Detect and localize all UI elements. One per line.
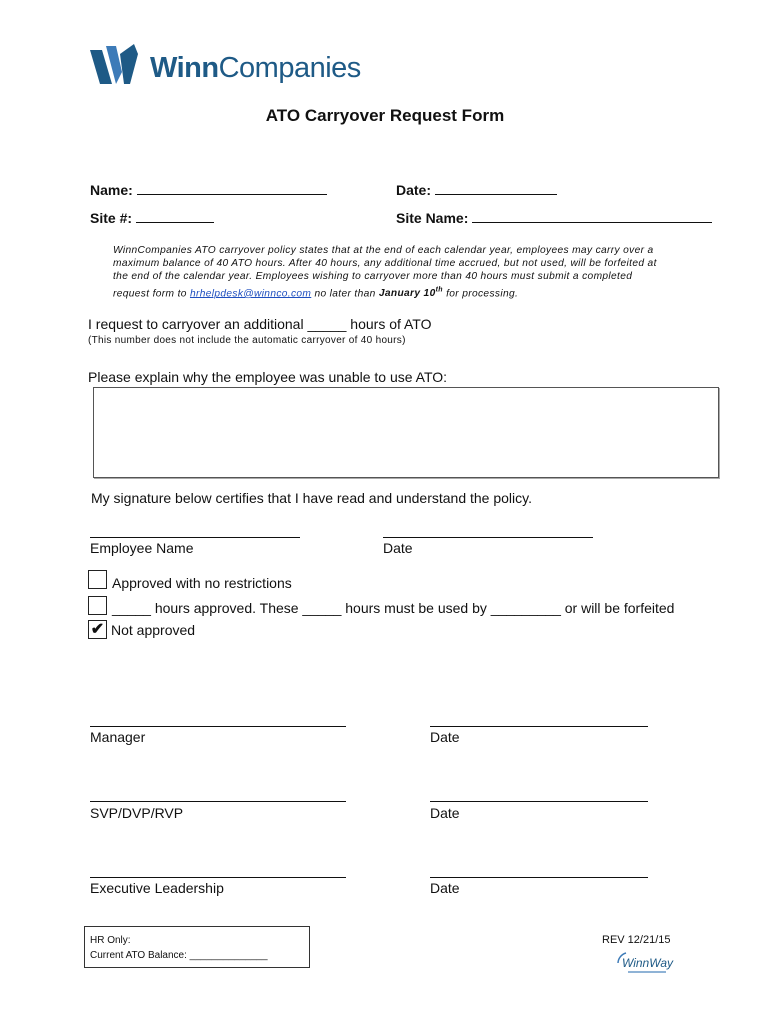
winnway-logo <box>614 950 676 976</box>
name-label: Name: <box>90 182 133 198</box>
executive-signature-line[interactable] <box>90 877 346 878</box>
date-line[interactable] <box>435 180 557 195</box>
manager-date-line[interactable] <box>430 726 648 727</box>
not-approved-label: Not approved <box>111 622 196 638</box>
form-title: ATO Carryover Request Form <box>265 106 505 125</box>
certify-text: My signature below certifies that I have read and understand the policy. <box>91 490 532 506</box>
company-logo-text: WinnCompanies <box>150 52 361 84</box>
employee-date-label: Date <box>383 540 413 556</box>
site-number-field[interactable] <box>90 208 214 226</box>
manager-date-label: Date <box>430 729 460 745</box>
winnway-logo-text: WinnWay <box>622 956 674 970</box>
carryover-request-line: I request to carryover an additional _____ hours of ATO <box>88 316 432 332</box>
executive-date-label: Date <box>430 880 460 896</box>
site-name-line[interactable] <box>472 208 712 223</box>
svp-date-label: Date <box>430 805 460 821</box>
policy-statement: WinnCompanies ATO carryover policy states that at the end of each calendar year, employees may carry over a maximum balance of 40 ATO hours. After 40 hours, any additional time accrued, but not used, will be forfeited at the end of the calendar year. Employees wishing to carryover more than 40 hours must submit a completed request form to hrhelpdesk@winnco.com no later than January 10th for processing. <box>113 245 657 299</box>
employee-date-line[interactable] <box>383 537 593 538</box>
carryover-note: (This number does not include the automatic carryover of 40 hours) <box>88 335 406 346</box>
name-field[interactable] <box>90 180 327 198</box>
executive-date-line[interactable] <box>430 877 648 878</box>
partial-approval-label: _____ hours approved. These _____ hours must be used by _________ or will be forfeited <box>112 600 675 616</box>
svp-date-line[interactable] <box>430 801 648 802</box>
date-label: Date: <box>396 182 432 198</box>
partial-approval-checkbox[interactable] <box>88 596 107 615</box>
site-number-label: Site #: <box>90 210 133 226</box>
hr-only-section <box>90 933 268 963</box>
explanation-textbox[interactable] <box>93 387 719 478</box>
revision-date: REV 12/21/15 <box>602 934 671 946</box>
hr-email-link[interactable]: hrhelpdesk@winnco.com <box>189 288 312 299</box>
approved-option-label: Approved with no restrictions <box>112 575 292 591</box>
employee-signature-line[interactable] <box>90 537 300 538</box>
employee-name-label: Employee Name <box>90 540 194 556</box>
executive-label: Executive Leadership <box>90 880 224 896</box>
explain-label: Please explain why the employee was unable to use ATO: <box>88 369 448 385</box>
name-line[interactable] <box>137 180 327 195</box>
hours-blank[interactable]: _____ <box>307 316 347 332</box>
approved-checkbox[interactable] <box>88 570 107 589</box>
site-name-field[interactable] <box>396 208 712 226</box>
manager-signature-line[interactable] <box>90 726 346 727</box>
site-name-label: Site Name: <box>396 210 469 226</box>
hr-only-title: HR Only: <box>90 935 131 946</box>
checkmark-icon: ✔ <box>90 620 105 638</box>
date-field[interactable] <box>396 180 557 198</box>
svp-signature-line[interactable] <box>90 801 346 802</box>
not-approved-checkbox[interactable] <box>88 620 107 639</box>
manager-label: Manager <box>90 729 146 745</box>
ato-balance-field[interactable]: Current ATO Balance: ______________ <box>90 950 268 961</box>
svp-label: SVP/DVP/RVP <box>90 805 184 821</box>
site-number-line[interactable] <box>136 208 214 223</box>
